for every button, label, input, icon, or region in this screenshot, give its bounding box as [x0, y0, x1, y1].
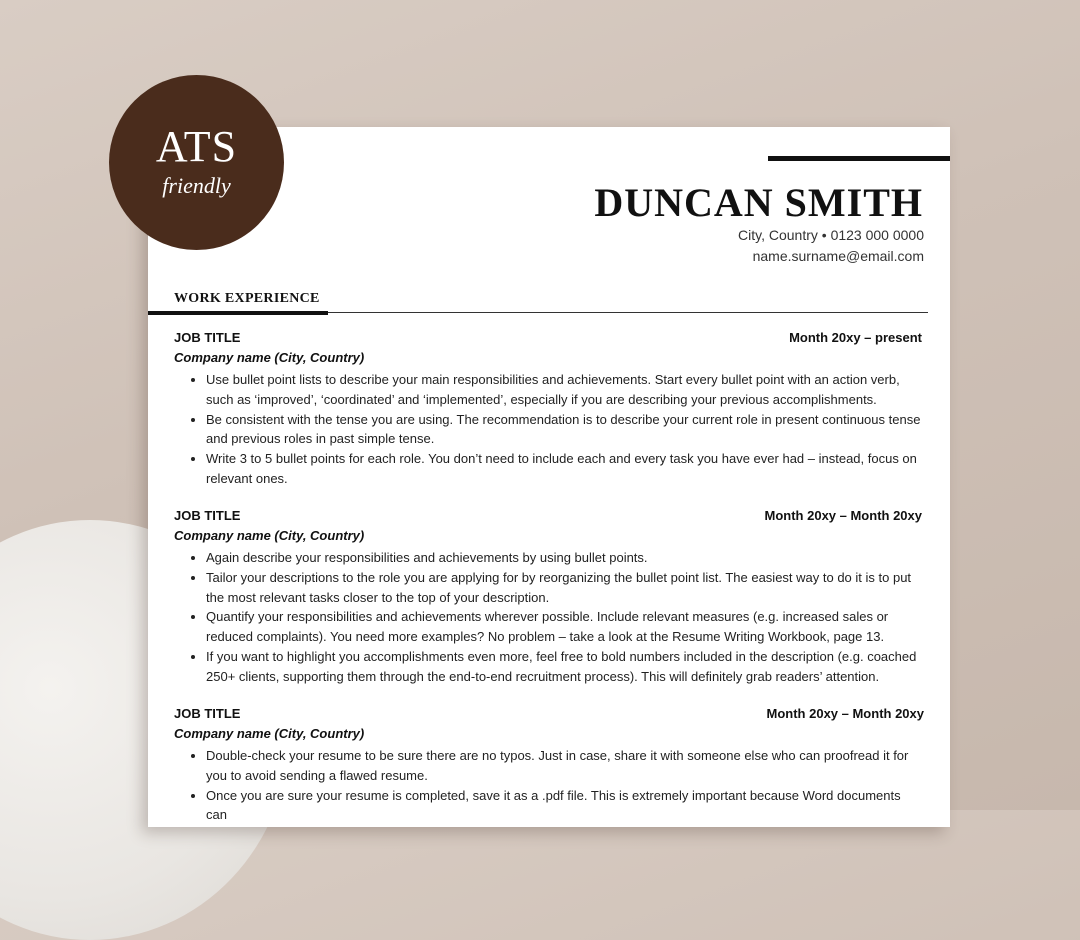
job-title: JOB TITLE — [174, 330, 241, 345]
section-divider-accent — [148, 311, 328, 315]
company-name: Company name (City, Country) — [174, 726, 365, 741]
list-item: • Be consistent with the tense you are using. The recommendation is to describe your current role in present continuous tense and previous roles in past simple tense. — [206, 410, 924, 450]
job-entry-2 — [174, 508, 924, 687]
company-name: Company name (City, Country) — [174, 350, 365, 365]
job-bullets — [174, 370, 924, 489]
job-entry-3 — [174, 706, 924, 825]
resume-page — [148, 127, 950, 827]
badge-sub-text: friendly — [162, 173, 231, 198]
job-date: Month 20xy – Month 20xy — [764, 508, 922, 523]
list-item: • Quantify your responsibilities and achievements wherever possible. Include relevant measures (e.g. increased sales or reduced complaints). You need more examples? No problem – take a look at the Resume Writing Workbook, page 13. — [206, 607, 924, 647]
ats-friendly-badge — [109, 75, 284, 250]
list-item: • Again describe your responsibilities and achievements by using bullet points. — [206, 548, 924, 568]
badge-main-text: ATS — [155, 122, 238, 171]
contact-location-phone: City, Country • 0123 000 0000 — [738, 227, 924, 243]
candidate-name: DUNCAN SMITH — [594, 180, 923, 225]
list-item: • Once you are sure your resume is completed, save it as a .pdf file. This is extremely important because Word documents can — [206, 786, 924, 826]
contact-email: name.surname@email.com — [752, 248, 924, 264]
job-date: Month 20xy – present — [789, 330, 922, 345]
job-bullets — [174, 746, 924, 825]
list-item: • Use bullet point lists to describe your main responsibilities and achievements. Start every bullet point with an action verb, such as ‘improved’, ‘coordinated’ and ‘implemented’, especially if you are describing your previous accomplishments. — [206, 370, 924, 410]
section-title-work-experience: WORK EXPERIENCE — [174, 291, 320, 306]
job-date: Month 20xy – Month 20xy — [766, 706, 924, 721]
list-item: • Write 3 to 5 bullet points for each role. You don’t need to include each and every task you have ever had – instead, focus on relevant ones. — [206, 449, 924, 489]
header-accent-bar — [768, 156, 950, 161]
job-title: JOB TITLE — [174, 508, 241, 523]
list-item: • Double-check your resume to be sure there are no typos. Just in case, share it with someone else who can proofread it for you to avoid sending a flawed resume. — [206, 746, 924, 786]
job-title: JOB TITLE — [174, 706, 241, 721]
job-bullets — [174, 548, 924, 687]
company-name: Company name (City, Country) — [174, 528, 365, 543]
list-item: • If you want to highlight you accomplishments even more, feel free to bold numbers included in the description (e.g. coached 250+ clients, supporting them through the end-to-end recruitment process). This will definitely grab readers’ attention. — [206, 647, 924, 687]
list-item: • Tailor your descriptions to the role you are applying for by reorganizing the bullet point list. The easiest way to do it is to put the most relevant tasks closer to the top of your description. — [206, 568, 924, 608]
job-entry-1 — [174, 330, 924, 489]
